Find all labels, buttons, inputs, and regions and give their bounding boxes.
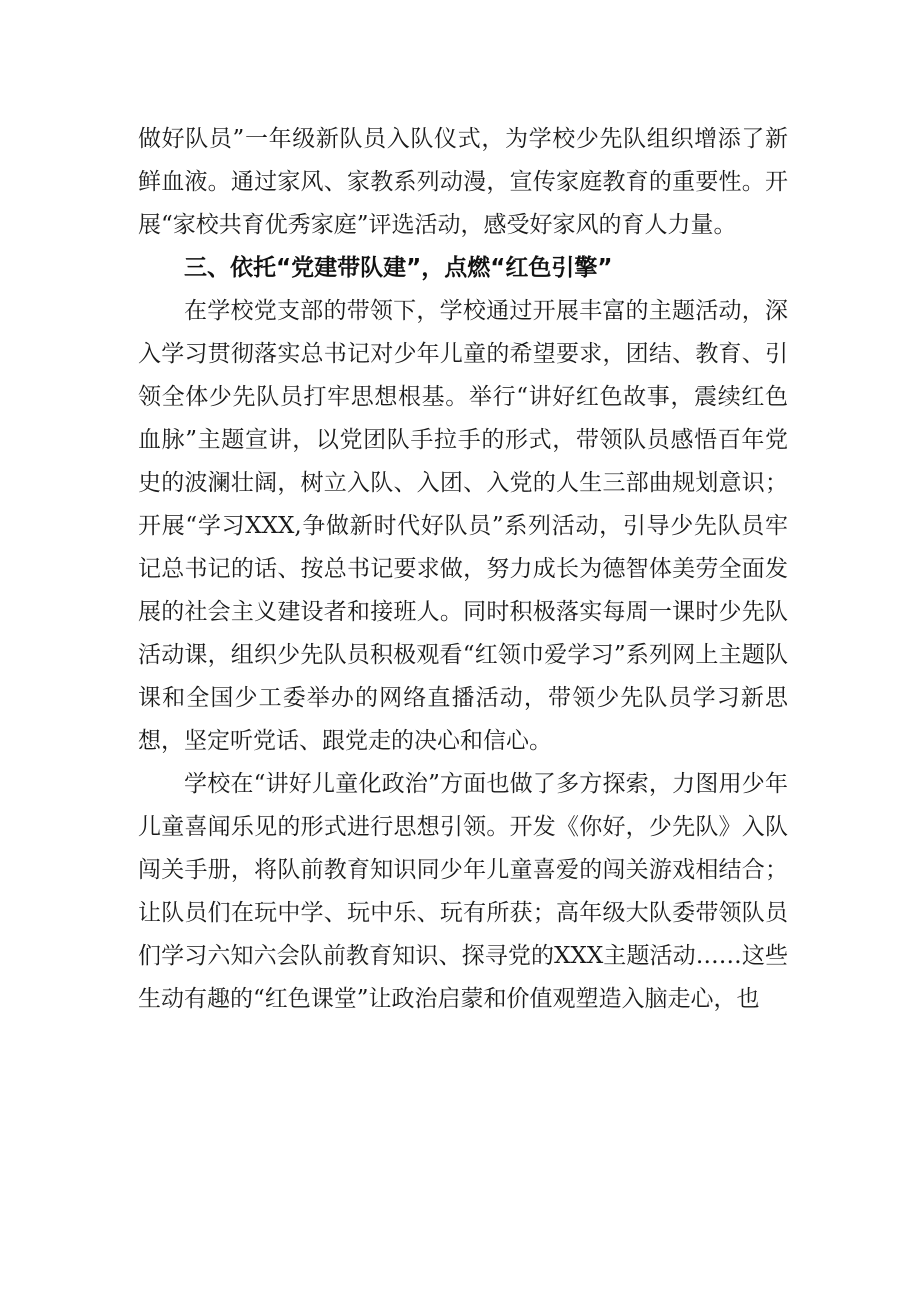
section-heading: 三、依托“党建带队建”，点燃“红色引擎” [184, 255, 613, 281]
paragraph-political-education: 学校在“讲好儿童化政治”方面也做了多方探索，力图用少年儿童喜闻乐见的形式进行思想引领。开发《你好，少先队》入队闯关手册，将队前教育知识同少年儿童喜爱的闯关游戏相结合；让队员们在玩中学、玩中乐、玩有所获；高年级大队委带领队员们学习六知六会队前教育知识、探寻党的XXX主题活动……这些生动有趣的“红色课堂”让政治启蒙和价值观塑造入脑走心，也 [138, 771, 788, 1012]
document-body [138, 118, 788, 1021]
paragraph-intro: 做好队员”一年级新队员入队仪式，为学校少先队组织增添了新鲜血液。通过家风、家教系列动漫，宣传家庭教育的重要性。开展“家校共育优秀家庭”评选活动，感受好家风的育人力量。 [138, 126, 788, 238]
paragraph-party-building: 在学校党支部的带领下，学校通过开展丰富的主题活动，深入学习贯彻落实总书记对少年儿童的希望要求，团结、教育、引领全体少先队员打牢思想根基。举行“讲好红色故事，震续红色血脉”主题宣讲，以党团队手拉手的形式，带领队员感悟百年党史的波澜壮阔，树立入队、入团、入党的人生三部曲规划意识；开展“学习XXX,争做新时代好队员”系列活动，引导少先队员牢记总书记的话、按总书记要求做，努力成长为德智体美劳全面发展的社会主义建设者和接班人。同时积极落实每周一课时少先队活动课，组织少先队员积极观看“红领巾爱学习”系列网上主题队课和全国少工委举办的网络直播活动，带领少先队员学习新思想，坚定听党话、跟党走的决心和信心。 [138, 298, 788, 754]
